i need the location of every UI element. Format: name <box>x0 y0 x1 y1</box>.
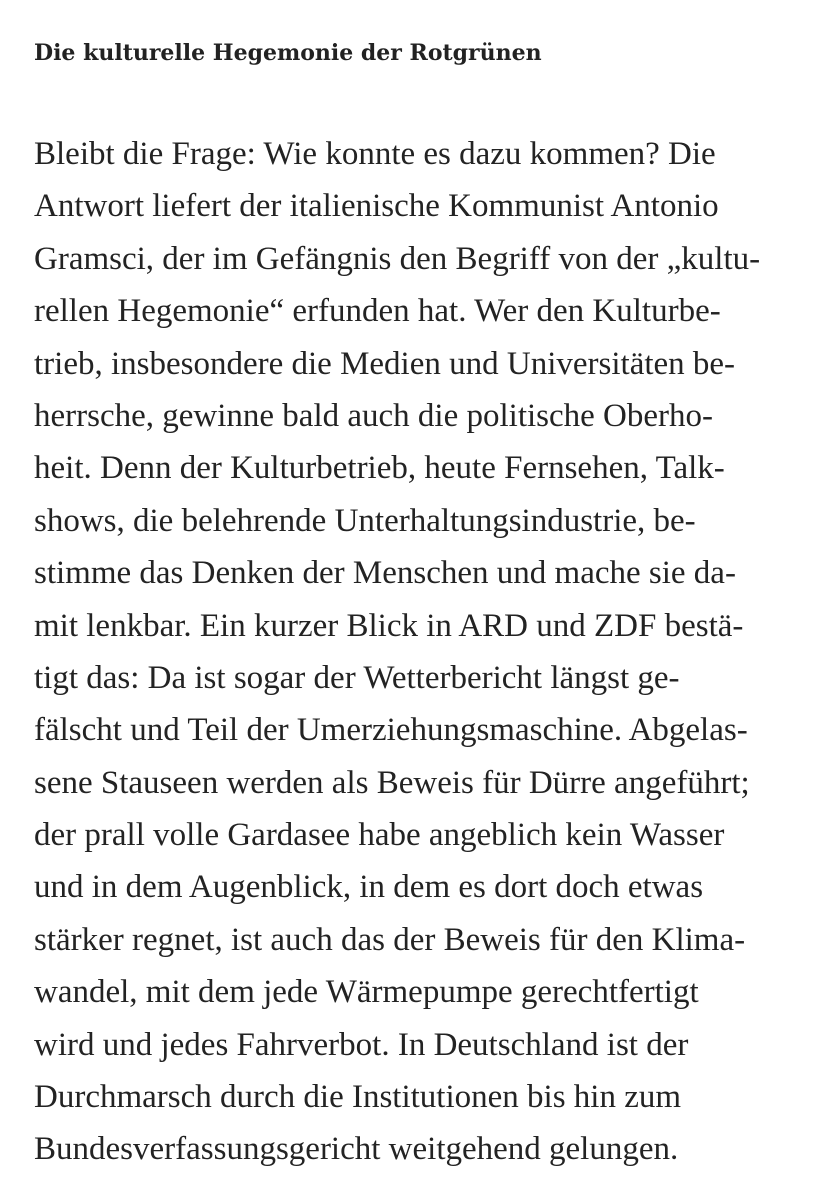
paragraph-line: Gramsci, der im Gefängnis den Begriff von der „kultu- <box>34 240 761 277</box>
paragraph-line: heit. Denn der Kulturbetrieb, heute Fernsehen, Talk- <box>34 450 725 487</box>
paragraph-line: stimme das Denken der Menschen und mache sie da- <box>34 555 736 592</box>
paragraph-line: rellen Hegemonie“ erfunden hat. Wer den Kulturbe- <box>34 293 721 330</box>
paragraph-line: herrsche, gewinne bald auch die politische Oberho- <box>34 397 713 434</box>
paragraph-line: Bleibt die Frage: Wie konnte es dazu kommen? Die <box>34 136 716 172</box>
paragraph-line: Durchmarsch durch die Institutionen bis hin zum <box>34 1079 682 1116</box>
paragraph-line: und in dem Augenblick, in dem es dort doch etwas <box>34 869 704 906</box>
paragraph-line: sene Stauseen werden als Beweis für Dürre angeführt; <box>34 764 750 801</box>
paragraph-line: stärker regnet, ist auch das der Beweis für den Klima- <box>34 921 746 958</box>
section-heading: Die kulturelle Hegemonie der Rotgrünen <box>34 40 542 66</box>
paragraph-line: Antwort liefert der italienische Kommunist Antonio <box>34 188 719 225</box>
paragraph-line: fälscht und Teil der Umerziehungsmaschine. Abgelas- <box>34 712 748 749</box>
paragraph-line: tigt das: Da ist sogar der Wetterbericht längst ge- <box>34 659 680 696</box>
paragraph-line: wird und jedes Fahrverbot. In Deutschland ist der <box>34 1026 689 1063</box>
paragraph-line: Bundesverfassungsgericht weitgehend gelungen. <box>34 1131 679 1168</box>
paragraph-line: shows, die belehrende Unterhaltungsindustrie, be- <box>34 502 696 539</box>
article-paragraph <box>34 128 760 1176</box>
paragraph-line: mit lenkbar. Ein kurzer Blick in ARD und ZDF bestä- <box>34 607 744 644</box>
paragraph-line: der prall volle Gardasee habe angeblich kein Wasser <box>34 817 725 854</box>
paragraph-line: wandel, mit dem jede Wärmepumpe gerechtfertigt <box>34 974 699 1011</box>
paragraph-line: trieb, insbesondere die Medien und Universitäten be- <box>34 345 736 382</box>
